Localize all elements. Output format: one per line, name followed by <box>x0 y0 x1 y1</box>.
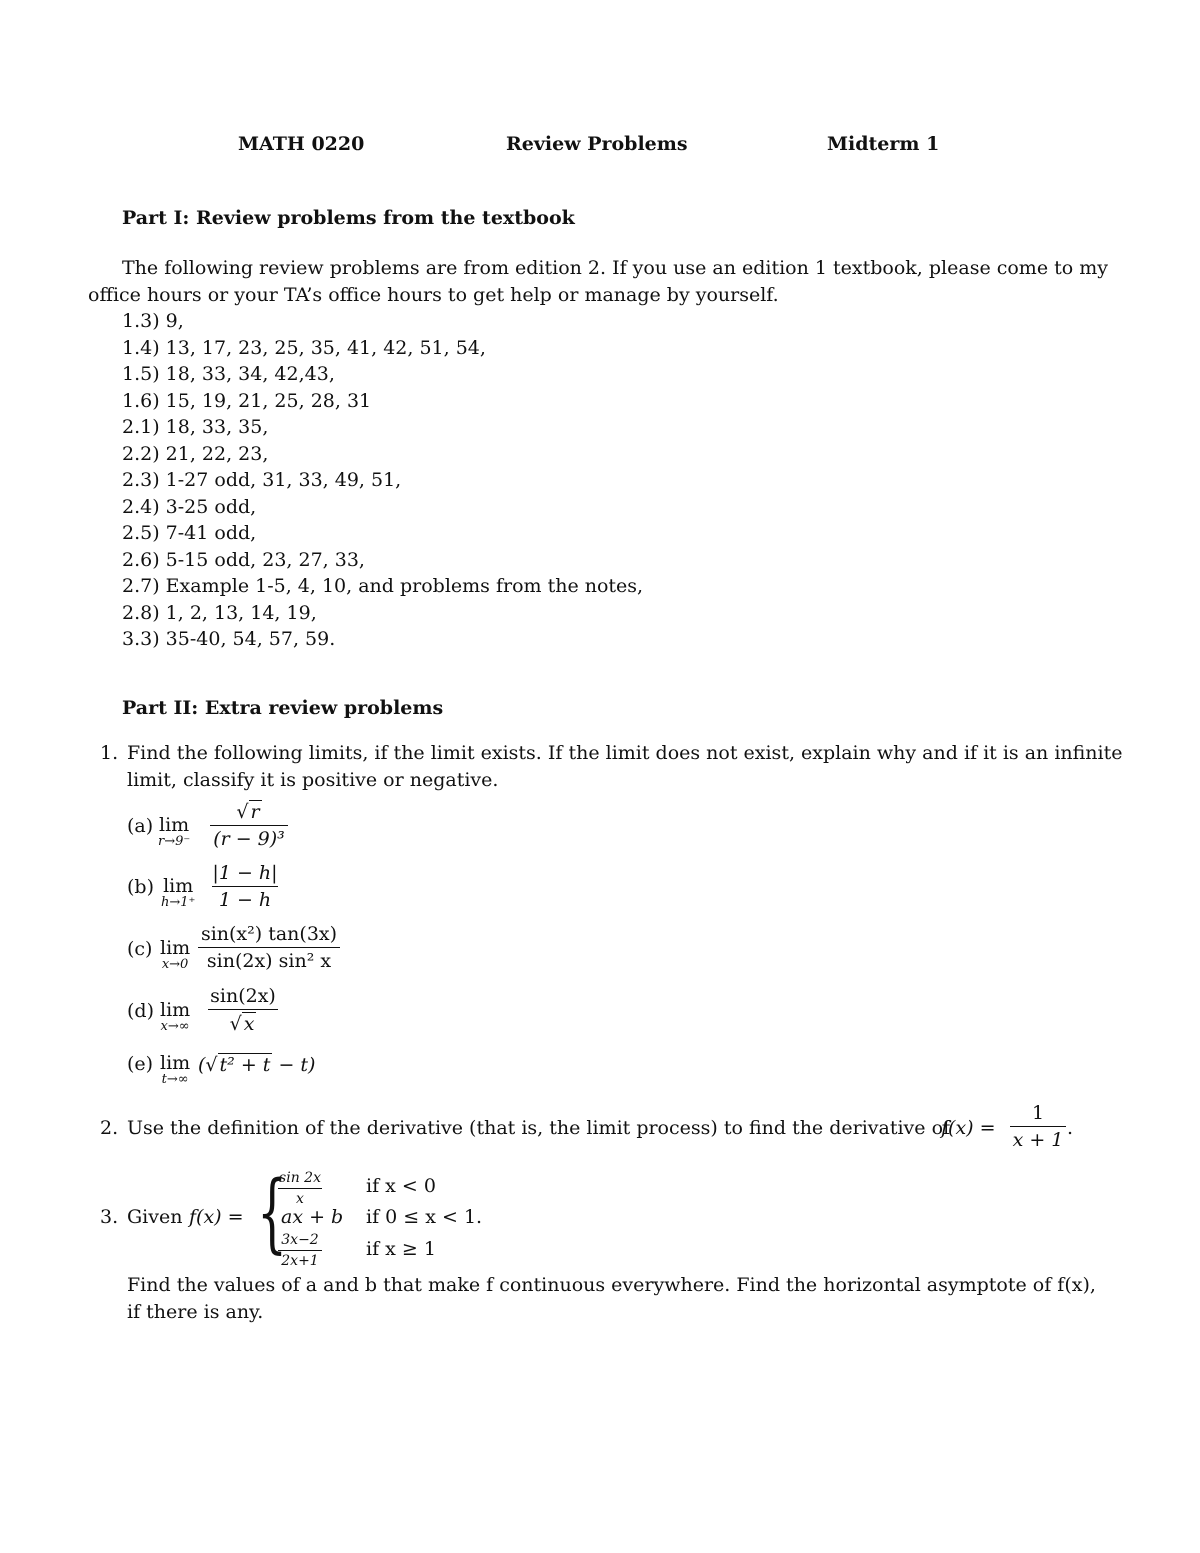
fraction-numerator: sin 2x <box>279 1170 321 1186</box>
fraction <box>198 923 340 972</box>
lim-subscript: x→∞ <box>160 1019 190 1034</box>
fraction-numerator: 3x−2 <box>281 1232 319 1248</box>
section-problems: 2.2) 21, 22, 23, <box>122 443 269 465</box>
fraction <box>208 985 278 1035</box>
section-problems: 2.6) 5-15 odd, 23, 27, 33, <box>122 549 365 571</box>
section-problems: 2.5) 7-41 odd, <box>122 522 257 544</box>
fraction-denominator: sin(2x) sin² x <box>206 950 332 972</box>
section-problems: 2.8) 1, 2, 13, 14, 19, <box>122 602 317 624</box>
section-problems: 1.4) 13, 17, 23, 25, 35, 41, 42, 51, 54, <box>122 337 486 359</box>
case-condition: if x ≥ 1 <box>366 1238 436 1260</box>
part1-intro-line2: office hours or your TA’s office hours to get help or manage by yourself. <box>88 284 779 306</box>
problem1-text-line1: Find the following limits, if the limit exists. If the limit does not exist, explain why and if it is an infinite <box>127 742 1123 764</box>
lim-word: lim <box>159 814 190 836</box>
section-problems: 1.3) 9, <box>122 310 184 332</box>
lim-subscript: x→0 <box>161 957 189 972</box>
problem1-text-line2: limit, classify it is positive or negative. <box>127 769 499 791</box>
limit-operator <box>160 1053 190 1086</box>
item-label: (a) <box>127 815 154 837</box>
case-condition: if x < 0 <box>366 1175 436 1197</box>
problem-number: 2. <box>100 1117 119 1139</box>
part1-intro-line1: The following review problems are from edition 2. If you use an edition 1 textbook, please come to my <box>122 257 1108 279</box>
fraction-bar <box>278 1188 322 1189</box>
section-problems: 2.4) 3-25 odd, <box>122 496 257 518</box>
fraction-denominator: 2x+1 <box>281 1253 319 1269</box>
fraction-numerator: |1 − h| <box>212 862 278 884</box>
fraction <box>212 862 278 911</box>
section-problems: 3.3) 35-40, 54, 57, 59. <box>122 628 336 650</box>
part2-heading: Part II: Extra review problems <box>122 697 444 719</box>
lim-word: lim <box>163 875 194 897</box>
fraction-denominator: √ x <box>229 1013 255 1035</box>
problem2-text: Use the definition of the derivative (that is, the limit process) to find the derivative of <box>127 1117 951 1139</box>
lim-subscript: h→1⁺ <box>161 895 196 910</box>
problem-number: 3. <box>100 1206 119 1228</box>
lim-word: lim <box>160 1052 191 1074</box>
section-problems: 1.5) 18, 33, 34, 42,43, <box>122 363 335 385</box>
course-code: MATH 0220 <box>238 133 365 155</box>
document-title: Review Problems <box>506 133 688 155</box>
fraction-bar <box>278 1250 322 1251</box>
function-lhs: f(x) = <box>189 1206 244 1228</box>
section-problems: 1.6) 15, 19, 21, 25, 28, 31 <box>122 390 372 412</box>
problem3-text-line2: if there is any. <box>127 1301 264 1323</box>
left-brace: { <box>257 1163 288 1263</box>
sqrt-radicand: r <box>250 801 260 823</box>
fraction-denominator: (r − 9)³ <box>213 828 285 850</box>
lim-subscript: t→∞ <box>161 1072 189 1087</box>
sqrt-radicand: t² + t <box>219 1054 271 1076</box>
fraction <box>210 800 288 850</box>
fraction-bar <box>208 1009 278 1010</box>
limit-operator <box>160 938 190 971</box>
item-label: (e) <box>127 1053 154 1075</box>
lim-word: lim <box>160 937 191 959</box>
fraction-bar <box>198 947 340 948</box>
fraction <box>1010 1102 1066 1151</box>
fraction-denominator: 1 − h <box>218 889 272 911</box>
item-label: (d) <box>127 1000 154 1022</box>
sentence-end: . <box>1067 1117 1074 1139</box>
fraction-numerator: 1 <box>1031 1102 1045 1124</box>
problem3-text-line1: Find the values of a and b that make f continuous everywhere. Find the horizontal asymptote of f(x), <box>127 1274 1096 1296</box>
problem-number: 1. <box>100 742 119 764</box>
item-label: (b) <box>127 876 154 898</box>
lim-subscript: r→9⁻ <box>158 834 191 849</box>
limit-operator <box>158 815 190 848</box>
sqrt-radicand: x <box>243 1013 255 1035</box>
case-fraction <box>278 1232 322 1269</box>
section-problems: 2.7) Example 1-5, 4, 10, and problems from the notes, <box>122 575 644 597</box>
fraction-bar <box>210 825 288 826</box>
limit-expression: (√ t² + t − t) <box>198 1054 316 1076</box>
section-problems: 2.1) 18, 33, 35, <box>122 416 269 438</box>
fraction-bar <box>1010 1126 1066 1127</box>
fraction-denominator: x + 1 <box>1012 1129 1064 1151</box>
function-lhs: f(x) = <box>941 1117 996 1139</box>
fraction-numerator: sin(2x) <box>210 985 276 1007</box>
fraction-denominator: x <box>296 1191 304 1207</box>
exam-name: Midterm 1 <box>827 133 940 155</box>
item-label: (c) <box>127 938 153 960</box>
part1-heading: Part I: Review problems from the textbook <box>122 207 575 229</box>
lim-word: lim <box>160 999 191 1021</box>
fraction-numerator: sin(x²) tan(3x) <box>200 923 338 945</box>
given-word: Given <box>127 1206 183 1228</box>
expression-rest: − t) <box>272 1054 316 1076</box>
case-expression: ax + b <box>281 1206 344 1228</box>
fraction-numerator: √ r <box>236 801 260 823</box>
fraction-bar <box>212 886 278 887</box>
case-condition: if 0 ≤ x < 1. <box>366 1206 483 1228</box>
limit-operator <box>160 1000 190 1033</box>
open-paren: ( <box>198 1054 206 1076</box>
limit-operator <box>161 876 195 909</box>
section-problems: 2.3) 1-27 odd, 31, 33, 49, 51, <box>122 469 402 491</box>
case-fraction <box>278 1170 322 1207</box>
